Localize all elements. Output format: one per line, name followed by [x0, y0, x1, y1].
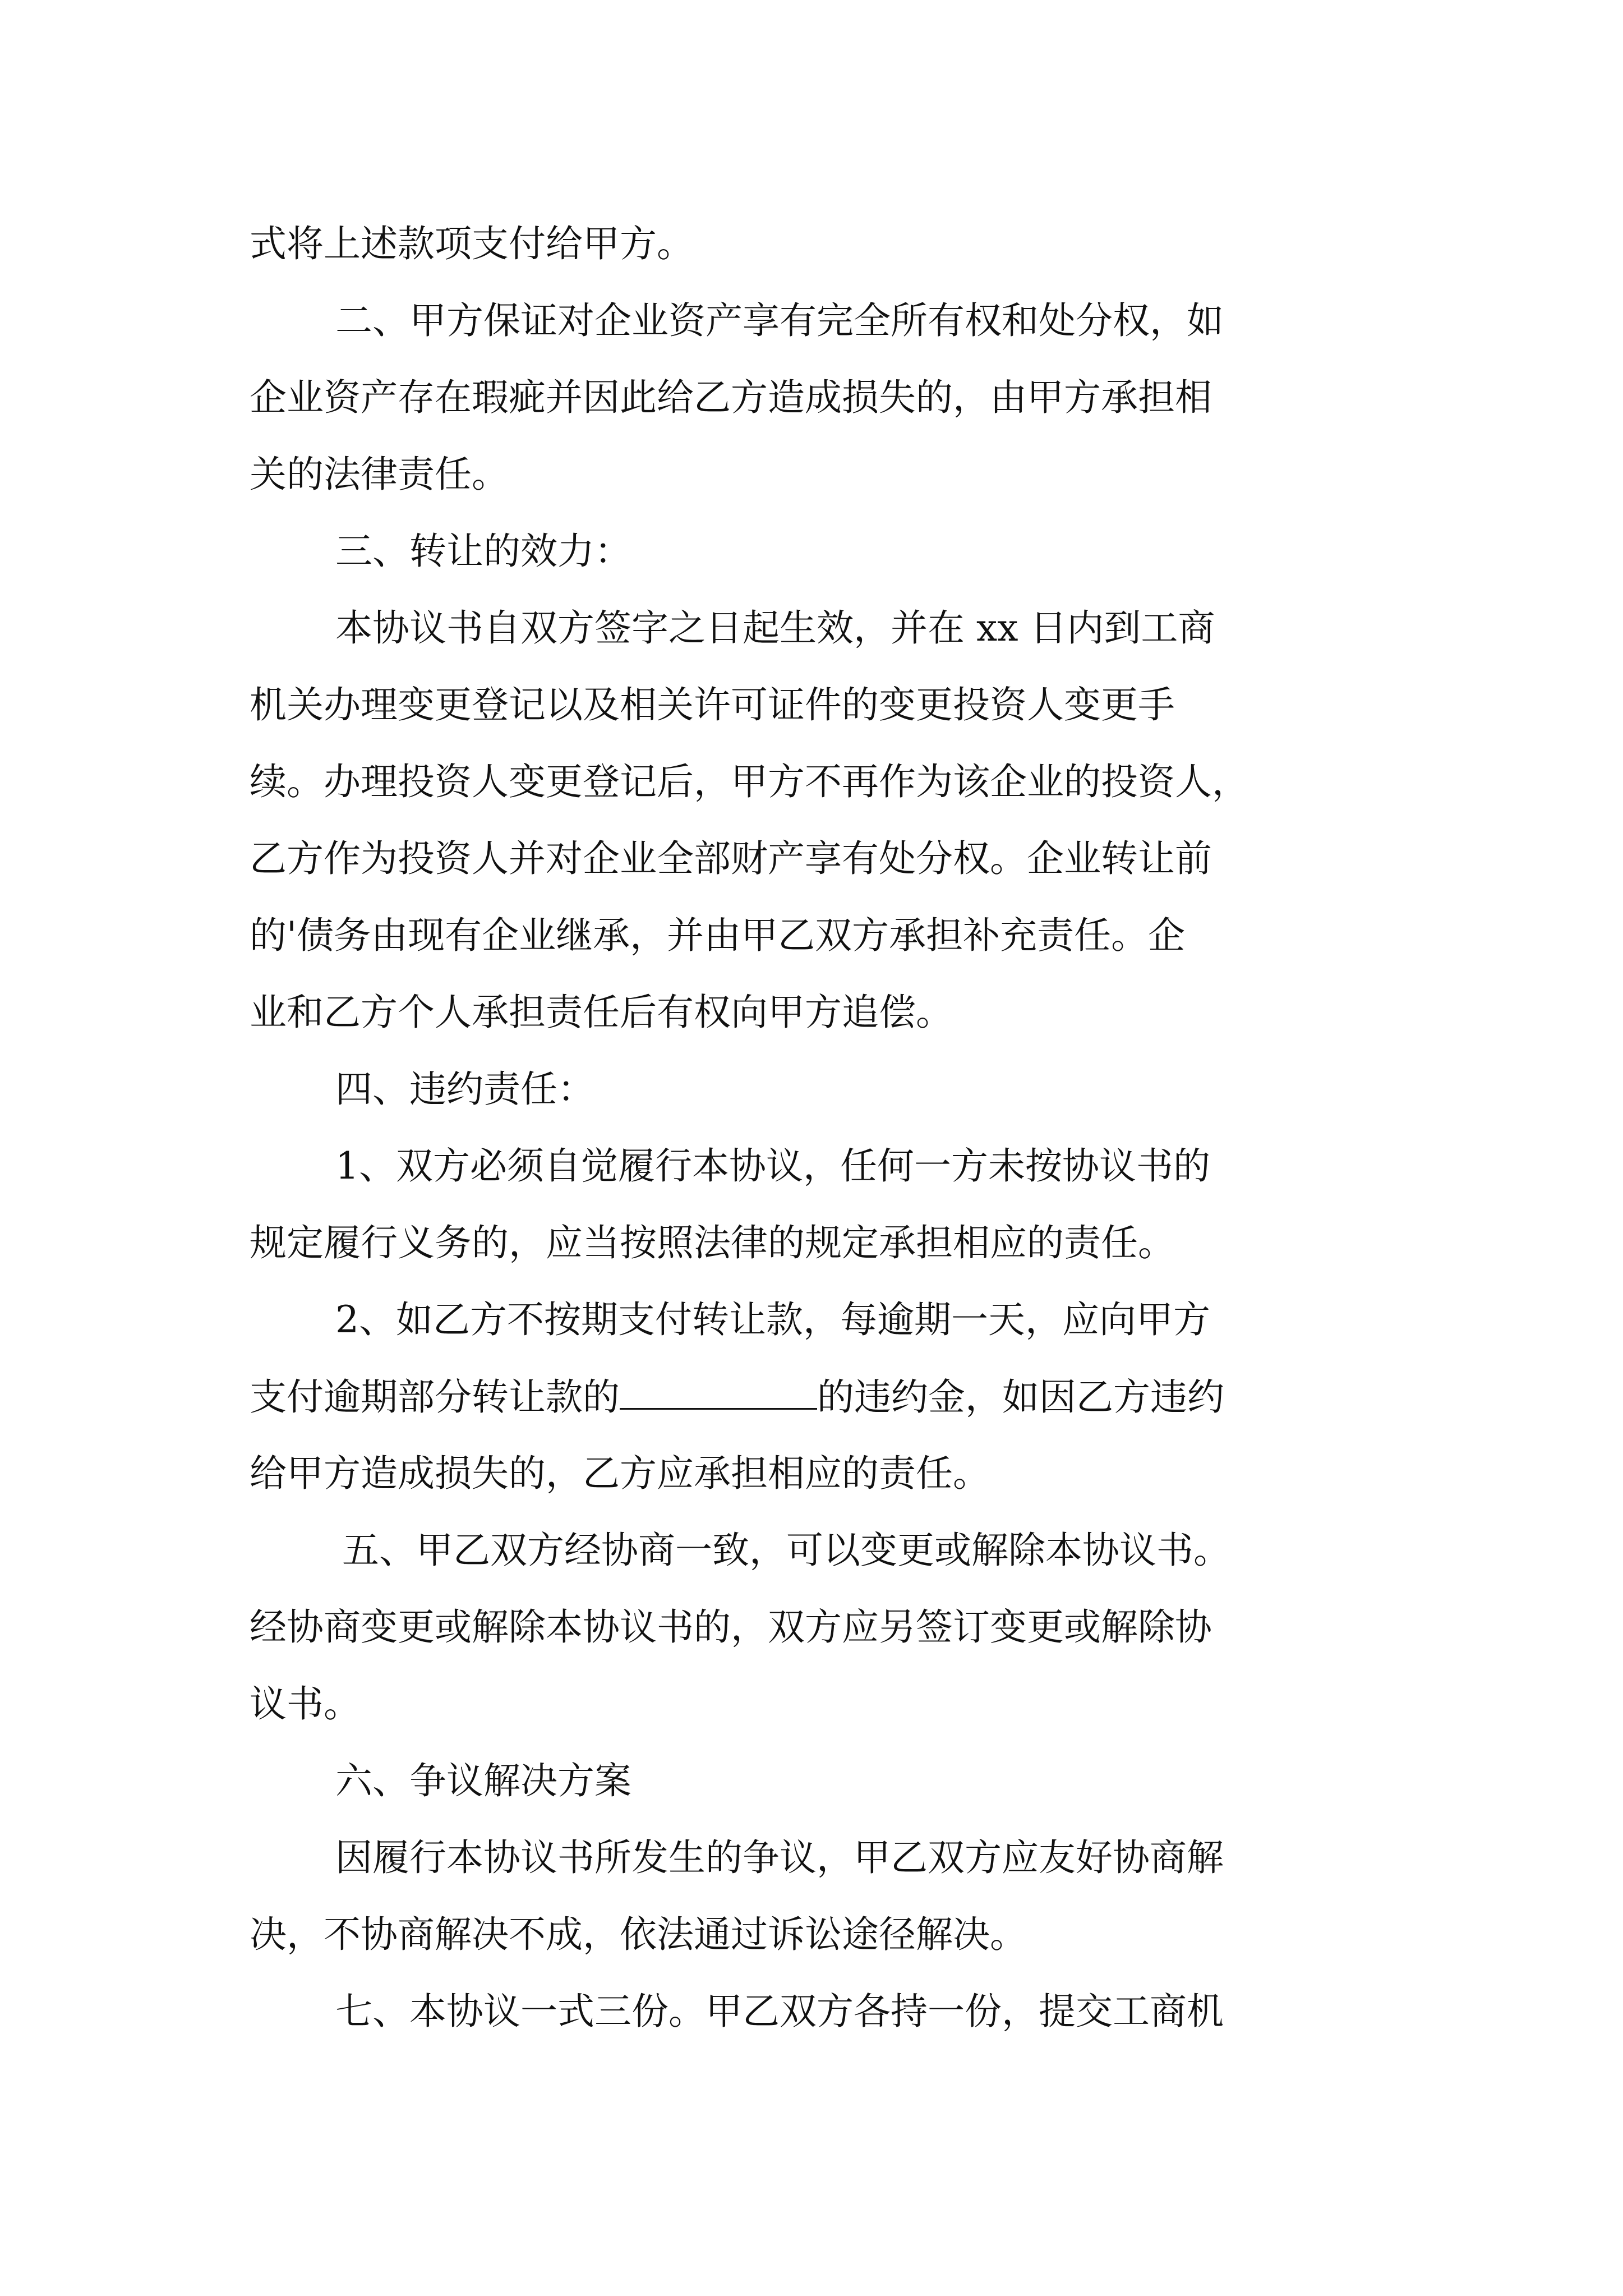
paragraph-line: 的'债务由现有企业继承，并由甲乙双方承担补充责任。企	[250, 914, 1186, 957]
paragraph-line: 给甲方造成损失的，乙方应承担相应的责任。	[250, 1452, 990, 1495]
fill-in-blank	[620, 1374, 817, 1410]
clause-2-line: 2、如乙方不按期支付转让款，每逾期一天，应向甲方	[335, 1298, 1210, 1341]
paragraph-line: 规定履行义务的，应当按照法律的规定承担相应的责任。	[250, 1221, 1175, 1264]
paragraph-line: 乙方作为投资人并对企业全部财产享有处分权。企业转让前	[250, 837, 1212, 880]
paragraph-line: 式将上述款项支付给甲方。	[250, 222, 694, 265]
paragraph-line: 续。办理投资人变更登记后，甲方不再作为该企业的投资人，	[250, 760, 1249, 803]
text-after-blank: 的违约金，如因乙方违约	[817, 1375, 1224, 1419]
paragraph-line: 业和乙方个人承担责任后有权向甲方追偿。	[250, 991, 953, 1034]
paragraph-line-with-blank	[250, 1374, 1224, 1419]
paragraph-line: 经协商变更或解除本协议书的，双方应另签订变更或解除协	[250, 1605, 1212, 1649]
section-5-line: 五、甲乙双方经协商一致，可以变更或解除本协议书。	[342, 1529, 1230, 1572]
section-2-line: 二、甲方保证对企业资产享有完全所有权和处分权，如	[335, 299, 1224, 342]
clause-1-line: 1、双方必须自觉履行本协议，任何一方未按协议书的	[335, 1144, 1210, 1188]
section-3-heading: 三、转让的效力：	[335, 530, 631, 573]
text-before-blank: 支付逾期部分转让款的	[250, 1375, 620, 1419]
section-6-heading: 六、争议解决方案	[335, 1759, 631, 1802]
paragraph-line: 关的法律责任。	[250, 453, 509, 496]
section-7-line: 七、本协议一式三份。甲乙双方各持一份，提交工商机	[335, 1990, 1224, 2033]
section-4-heading: 四、违约责任：	[335, 1068, 594, 1111]
paragraph-line: 机关办理变更登记以及相关许可证件的变更投资人变更手	[250, 683, 1175, 726]
paragraph-line: 企业资产存在瑕疵并因此给乙方造成损失的，由甲方承担相	[250, 376, 1212, 419]
paragraph-line: 本协议书自双方签字之日起生效，并在 xx 日内到工商	[335, 606, 1215, 650]
paragraph-line: 决，不协商解决不成，依法通过诉讼途径解决。	[250, 1913, 1027, 1956]
paragraph-line: 议书。	[250, 1682, 361, 1726]
paragraph-line: 因履行本协议书所发生的争议，甲乙双方应友好协商解	[335, 1836, 1224, 1879]
